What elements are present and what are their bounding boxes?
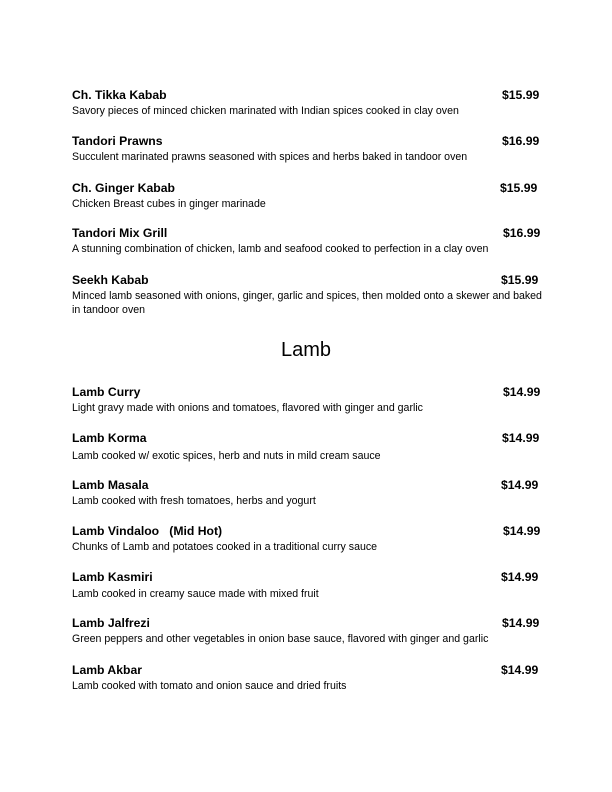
item-price: $14.99 xyxy=(501,478,539,492)
item-price: $15.99 xyxy=(500,181,538,195)
item-description: Lamb cooked w/ exotic spices, herb and nuts in mild cream sauce xyxy=(72,450,381,462)
item-name: Tandori Mix Grill xyxy=(72,226,168,240)
menu-item xyxy=(72,662,542,693)
menu-item xyxy=(72,523,542,554)
menu-item xyxy=(72,477,542,508)
menu-item xyxy=(72,430,542,463)
item-description: Lamb cooked with tomato and onion sauce and dried fruits xyxy=(72,680,347,692)
item-name: Lamb Akbar xyxy=(72,663,142,677)
item-price: $15.99 xyxy=(501,273,539,287)
item-description: A stunning combination of chicken, lamb and seafood cooked to perfection in a clay oven xyxy=(72,243,489,255)
section-title-lamb: Lamb xyxy=(280,339,332,361)
item-price: $16.99 xyxy=(502,134,540,148)
item-name: Lamb Korma xyxy=(72,431,147,445)
item-description: Succulent marinated prawns seasoned with spices and herbs baked in tandoor oven xyxy=(72,151,468,163)
menu-item xyxy=(72,569,542,601)
item-description: Minced lamb seasoned with onions, ginger, garlic and spices, then molded onto a skewer and baked in tandoor oven xyxy=(72,290,542,316)
item-name: Lamb Kasmiri xyxy=(72,570,153,584)
item-name: Lamb Curry xyxy=(72,385,141,399)
item-description: Green peppers and other vegetables in onion base sauce, flavored with ginger and garlic xyxy=(72,633,489,645)
item-name: Seekh Kabab xyxy=(72,273,149,287)
item-price: $14.99 xyxy=(503,385,541,399)
item-price: $16.99 xyxy=(503,226,541,240)
menu-item xyxy=(72,272,542,317)
item-name: Ch. Ginger Kabab xyxy=(72,181,175,195)
menu-item xyxy=(72,615,542,646)
item-description: Chicken Breast cubes in ginger marinade xyxy=(72,198,266,210)
menu-item xyxy=(72,133,542,164)
item-name: Tandori Prawns xyxy=(72,134,163,148)
item-name: Lamb Vindaloo (Mid Hot) xyxy=(72,524,223,538)
item-price: $14.99 xyxy=(502,431,540,445)
item-price: $14.99 xyxy=(502,616,540,630)
item-description: Light gravy made with onions and tomatoes, flavored with ginger and garlic xyxy=(72,402,423,414)
item-name: Lamb Jalfrezi xyxy=(72,616,150,630)
item-description: Lamb cooked with fresh tomatoes, herbs and yogurt xyxy=(72,495,316,507)
item-price: $14.99 xyxy=(501,570,539,584)
menu-item xyxy=(72,87,542,118)
menu-item xyxy=(72,180,542,211)
item-price: $14.99 xyxy=(503,524,541,538)
item-price: $14.99 xyxy=(501,663,539,677)
item-description: Lamb cooked in creamy sauce made with mixed fruit xyxy=(72,588,319,600)
item-description: Savory pieces of minced chicken marinated with Indian spices cooked in clay oven xyxy=(72,105,459,117)
item-name: Ch. Tikka Kabab xyxy=(72,88,167,102)
item-price: $15.99 xyxy=(502,88,540,102)
menu-item xyxy=(72,225,542,256)
item-description: Chunks of Lamb and potatoes cooked in a traditional curry sauce xyxy=(72,541,378,553)
item-name: Lamb Masala xyxy=(72,478,149,492)
menu-item xyxy=(72,384,542,415)
